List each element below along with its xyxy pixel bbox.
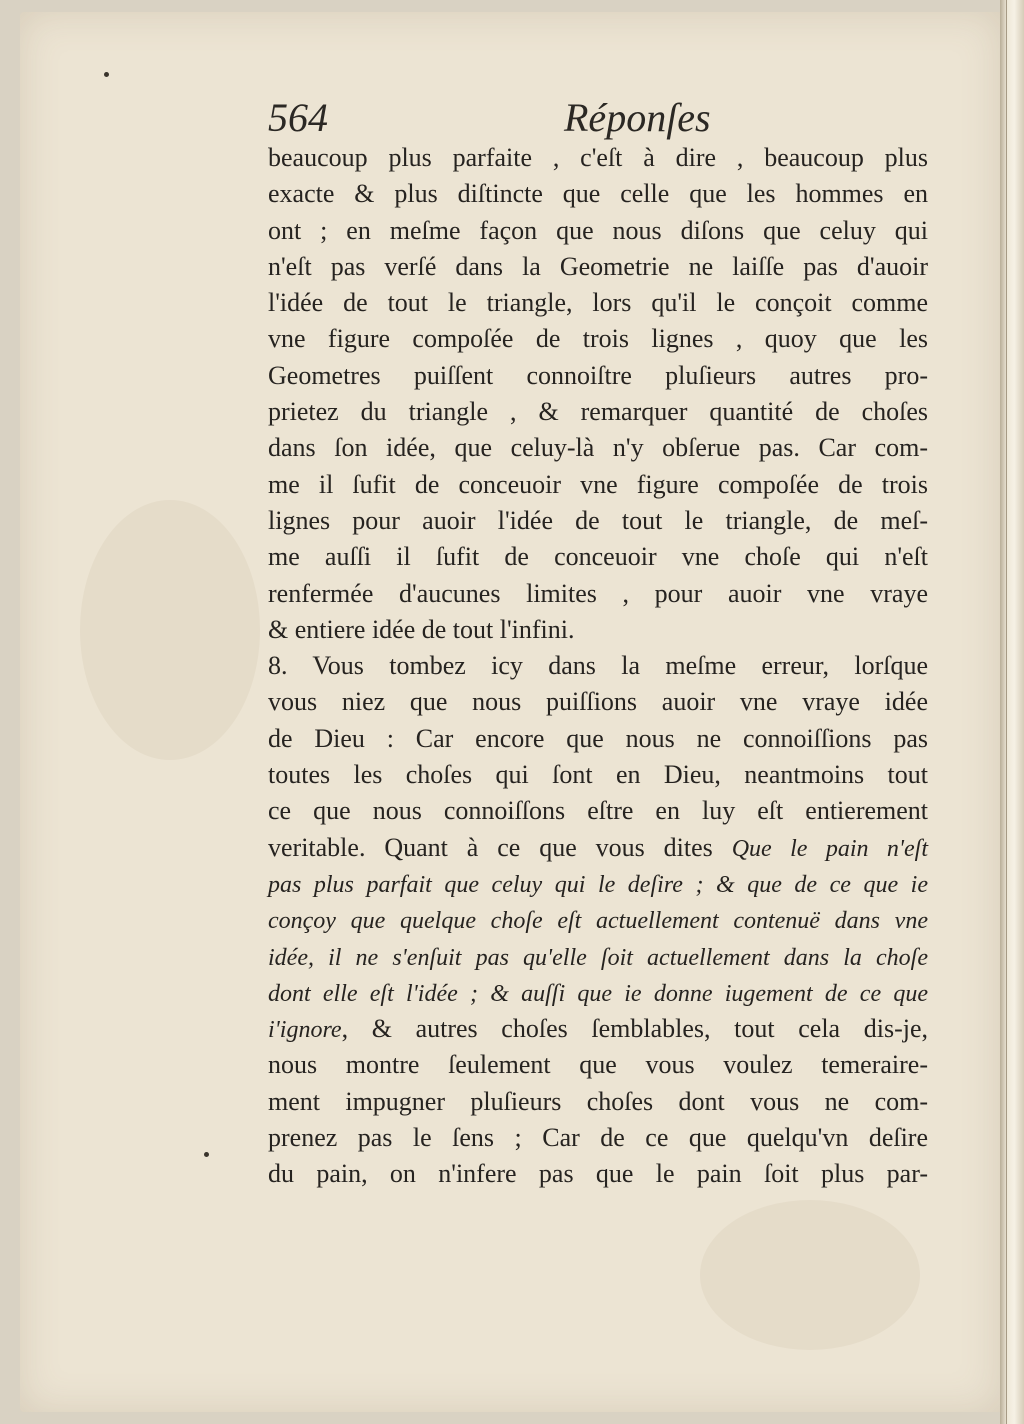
text-line — [268, 721, 928, 757]
text-segment: n'eſt pas verſé dans la Geometrie ne laiſſe pas d'auoir — [268, 251, 928, 281]
text-line — [268, 1156, 928, 1192]
ink-speck — [104, 72, 109, 77]
text-line — [268, 1084, 928, 1120]
text-segment: prietez du triangle , & remarquer quantité de choſes — [268, 397, 928, 427]
text-line — [268, 1011, 928, 1047]
text-line — [268, 285, 928, 321]
text-line — [268, 539, 928, 575]
text-line — [268, 830, 928, 866]
text-line — [268, 793, 928, 829]
text-segment: 8. Vous tombez icy dans la meſme erreur, lorſque — [268, 651, 928, 681]
text-segment: vous niez que nous puiſſions auoir vne vraye idée — [268, 687, 928, 717]
text-line — [268, 612, 928, 648]
text-segment: veritable. Quant à ce que vous dites — [268, 832, 732, 862]
text-line — [268, 648, 928, 684]
text-segment: nous montre ſeulement que vous voulez temeraire- — [268, 1050, 928, 1080]
text-segment: , & autres choſes ſemblables, tout cela dis-je, — [341, 1014, 928, 1044]
text-line — [268, 249, 928, 285]
page-edge — [1000, 0, 1024, 1424]
text-segment: de Dieu : Car encore que nous ne connoiſſions pas — [268, 723, 928, 753]
running-title: Réponſes — [564, 95, 711, 140]
text-segment: lignes pour auoir l'idée de tout le triangle, de meſ- — [268, 505, 928, 535]
ink-speck — [204, 1152, 209, 1157]
text-line — [268, 358, 928, 394]
text-segment: ce que nous connoiſſons eſtre en luy eſt entierement — [268, 796, 928, 826]
text-line — [268, 975, 928, 1011]
text-segment: me il ſufit de conceuoir vne figure compoſée de trois — [268, 469, 928, 499]
paper-stain — [700, 1200, 920, 1350]
text-segment: me auſſi il ſufit de conceuoir vne choſe qui n'eſt — [268, 542, 928, 572]
text-segment: renfermée d'aucunes limites , pour auoir vne vraye — [268, 578, 928, 608]
italic-segment: dont elle eſt l'idée ; & auſſi que ie donne iugement de ce que — [268, 980, 928, 1007]
text-segment: ment impugner pluſieurs choſes dont vous ne com- — [268, 1086, 928, 1116]
text-line — [268, 939, 928, 975]
text-line — [268, 467, 928, 503]
italic-segment: idée, il ne s'enſuit pas qu'elle ſoit actuellement dans la choſe — [268, 944, 928, 971]
text-line — [268, 394, 928, 430]
body-text — [268, 140, 928, 1193]
text-segment: beaucoup plus parfaite , c'eſt à dire , beaucoup plus — [268, 143, 928, 172]
text-segment: l'idée de tout le triangle, lors qu'il le conçoit comme — [268, 288, 928, 318]
text-line — [268, 430, 928, 466]
text-segment: Geometres puiſſent connoiſtre pluſieurs autres pro- — [268, 360, 928, 390]
page-number: 564 — [268, 95, 328, 140]
page-header — [268, 94, 928, 144]
text-segment: ont ; en meſme façon que nous diſons que celuy qui — [268, 215, 928, 245]
text-line — [268, 503, 928, 539]
text-line — [268, 757, 928, 793]
text-line — [268, 176, 928, 212]
italic-segment: Que le pain n'eſt — [731, 835, 929, 862]
text-segment: toutes les choſes qui ſont en Dieu, neantmoins tout — [268, 760, 928, 790]
text-segment: du pain, on n'infere pas que le pain ſoit plus par- — [268, 1159, 928, 1189]
italic-segment: i'ignore — [268, 1017, 342, 1044]
text-segment: & entiere idée de tout l'infini. — [268, 614, 575, 644]
text-line — [268, 213, 928, 249]
text-segment: prenez pas le ſens ; Car de ce que quelqu'vn deſire — [268, 1123, 928, 1153]
italic-segment: pas plus parfait que celuy qui le deſire ; & que de ce que ie — [268, 871, 928, 898]
paper-stain — [80, 500, 260, 760]
text-line — [268, 576, 928, 612]
text-line — [268, 1120, 928, 1156]
italic-segment: conçoy que quelque choſe eſt actuellement contenuë dans vne — [268, 908, 928, 935]
text-segment: dans ſon idée, que celuy-là n'y obſerue pas. Car com- — [268, 433, 928, 463]
text-segment: exacte & plus diſtincte que celle que les hommes en — [268, 179, 928, 209]
text-line — [268, 140, 928, 176]
text-line — [268, 866, 928, 902]
text-segment: vne figure compoſée de trois lignes , quoy que les — [268, 324, 928, 354]
text-line — [268, 321, 928, 357]
text-line — [268, 684, 928, 720]
text-line — [268, 902, 928, 938]
text-line — [268, 1047, 928, 1083]
